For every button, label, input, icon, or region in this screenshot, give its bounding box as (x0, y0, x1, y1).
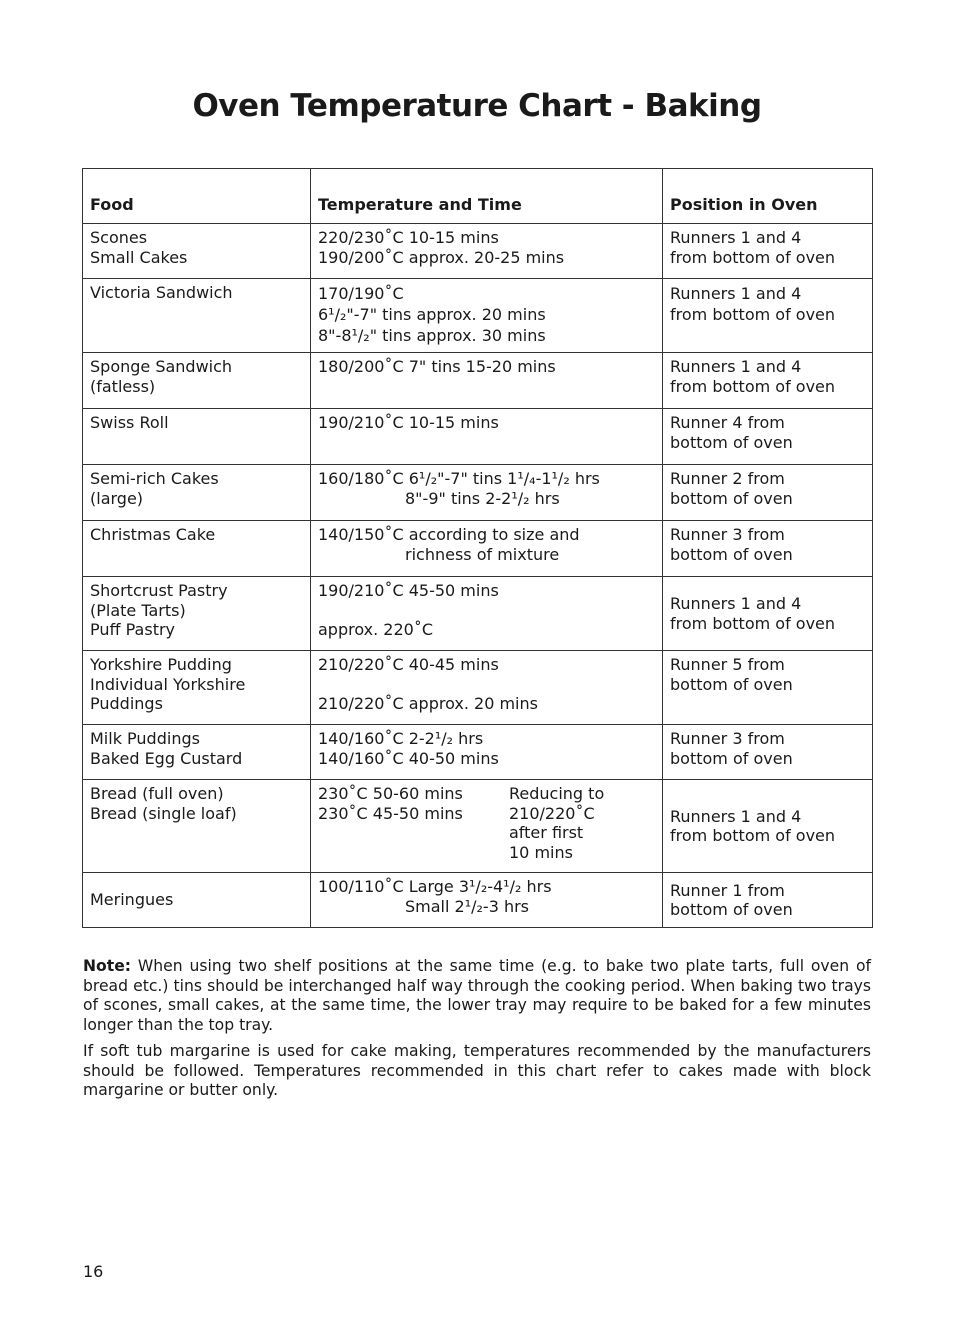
temp-line: 190/210˚C 45-50 mins (318, 581, 499, 600)
table-row (83, 465, 873, 521)
food-line: Yorkshire Pudding (90, 655, 232, 674)
temp-cell (311, 409, 663, 465)
table-row (83, 353, 873, 409)
position-line: from bottom of oven (670, 613, 836, 633)
temp-line: 8"-8¹/₂" tins approx. 30 mins (318, 326, 546, 345)
position-line: Runners 1 and 4 (670, 284, 802, 303)
food-cell (83, 521, 311, 577)
temp-cell (311, 873, 663, 928)
food-line: Meringues (90, 890, 174, 910)
table-row (83, 279, 873, 353)
margarine-paragraph: If soft tub margarine is used for cake making, temperatures recommended by the manufacturers should be followed. Temperatures recommended in this chart refer to cakes made with block margarine or butter only. (83, 1042, 871, 1099)
temp-cell (311, 353, 663, 409)
position-cell (663, 353, 873, 409)
page-number: 16 (83, 1262, 104, 1281)
position-line: from bottom of oven (670, 826, 836, 845)
position-cell (663, 409, 873, 465)
temp-cell (311, 465, 663, 521)
temp-note-line: after first (509, 823, 584, 842)
temp-cell (311, 279, 663, 353)
notes-section (83, 957, 871, 1108)
food-line: (Plate Tarts) (90, 600, 186, 620)
food-cell (83, 465, 311, 521)
temp-cell (311, 725, 663, 780)
food-cell (83, 780, 311, 873)
temp-cell (311, 651, 663, 725)
table-row (83, 577, 873, 651)
page-title: Oven Temperature Chart - Baking (192, 88, 762, 124)
temp-line: richness of mixture (405, 544, 560, 564)
temp-line: 160/180˚C 6¹/₂"-7" tins 1¹/₄-1¹/₂ hrs (318, 469, 600, 488)
position-cell (663, 577, 873, 651)
note-text: When using two shelf positions at the same time (e.g. to bake two plate tarts, full oven of bread etc.) tins should be interchanged half way through the cooking period. When baking two trays of scones, small cakes, at the same time, the lower tray may require to be baked for a few minutes longer than the top tray. (83, 957, 871, 1034)
temp-line: 100/110˚C Large 3¹/₂-4¹/₂ hrs (318, 877, 552, 896)
oven-temperature-table (82, 168, 873, 928)
position-line: bottom of oven (670, 748, 793, 768)
food-line: Milk Puddings (90, 729, 200, 748)
temp-note-line: Reducing to (509, 784, 605, 803)
position-cell (663, 279, 873, 353)
position-line: bottom of oven (670, 432, 793, 452)
temp-line: approx. 220˚C (318, 619, 433, 639)
position-cell (663, 224, 873, 279)
table-header-row (83, 169, 873, 224)
temp-note-line: 10 mins (509, 842, 573, 862)
position-line: from bottom of oven (670, 247, 836, 267)
temp-note-line: 210/220˚C (509, 803, 595, 823)
temp-line: 8"-9" tins 2-2¹/₂ hrs (405, 488, 560, 508)
position-cell (663, 521, 873, 577)
position-cell (663, 725, 873, 780)
temp-line: 220/230˚C 10-15 mins (318, 228, 499, 247)
position-line: Runner 3 from (670, 729, 785, 748)
food-line: Shortcrust Pastry (90, 581, 228, 600)
position-line: Runners 1 and 4 (670, 594, 802, 613)
food-line: Individual Yorkshire (90, 674, 246, 694)
position-line: from bottom of oven (670, 376, 836, 396)
food-line: Puff Pastry (90, 620, 176, 639)
header-food: Food (83, 169, 311, 224)
temp-cell (311, 577, 663, 651)
food-line: Bread (full oven) (90, 784, 224, 803)
food-line: Bread (single loaf) (90, 803, 237, 823)
temp-line: 190/210˚C 10-15 mins (318, 413, 499, 432)
header-temperature-time: Temperature and Time (311, 169, 663, 224)
temp-cell (311, 224, 663, 279)
position-line: bottom of oven (670, 544, 793, 564)
food-cell (83, 577, 311, 651)
table-row (83, 224, 873, 279)
table-row (83, 521, 873, 577)
temp-line: Small 2¹/₂-3 hrs (405, 896, 530, 916)
temp-line: 210/220˚C 40-45 mins (318, 655, 499, 674)
food-line: Semi-rich Cakes (90, 469, 219, 488)
temp-line: 180/200˚C 7" tins 15-20 mins (318, 357, 556, 376)
temp-line: 140/160˚C 2-2¹/₂ hrs (318, 729, 484, 748)
food-cell (83, 353, 311, 409)
position-cell (663, 873, 873, 928)
position-line: bottom of oven (670, 488, 793, 508)
food-cell (83, 279, 311, 353)
food-cell (83, 873, 311, 928)
position-line: Runner 3 from (670, 525, 785, 544)
bread-temp-grid (318, 784, 655, 862)
table-row (83, 725, 873, 780)
table-row (83, 651, 873, 725)
food-line: Sponge Sandwich (90, 357, 233, 376)
position-cell (663, 780, 873, 873)
position-line: Runners 1 and 4 (670, 806, 802, 826)
food-line: Scones (90, 228, 148, 247)
temp-cell (311, 780, 663, 873)
position-cell (663, 651, 873, 725)
food-line: (large) (90, 488, 144, 508)
position-line: bottom of oven (670, 674, 793, 694)
position-line: Runners 1 and 4 (670, 357, 802, 376)
position-line: Runners 1 and 4 (670, 228, 802, 247)
food-line: (fatless) (90, 376, 156, 396)
food-line: Victoria Sandwich (90, 283, 233, 302)
temp-line: 190/200˚C approx. 20-25 mins (318, 247, 565, 267)
bread-temp-times (318, 784, 509, 862)
note-label: Note: (83, 957, 132, 975)
position-line: bottom of oven (670, 900, 793, 919)
position-line: Runner 1 from (670, 880, 785, 900)
temp-line: 230˚C 50-60 mins (318, 784, 463, 803)
temp-line: 170/190˚C (318, 284, 404, 303)
table-row (83, 409, 873, 465)
food-line: Swiss Roll (90, 413, 169, 432)
table-row (83, 873, 873, 928)
temp-line: 140/160˚C 40-50 mins (318, 748, 499, 768)
food-line: Puddings (90, 694, 163, 713)
temp-line: 210/220˚C approx. 20 mins (318, 693, 538, 713)
food-line: Baked Egg Custard (90, 748, 243, 768)
position-cell (663, 465, 873, 521)
temp-cell (311, 521, 663, 577)
temp-line: 6¹/₂"-7" tins approx. 20 mins (318, 305, 546, 324)
food-cell (83, 224, 311, 279)
table-row (83, 780, 873, 873)
temp-line: 140/150˚C according to size and (318, 525, 580, 544)
position-line: Runner 2 from (670, 469, 785, 488)
food-cell (83, 409, 311, 465)
bread-temp-note (509, 784, 604, 862)
position-line: from bottom of oven (670, 305, 836, 324)
position-line: Runner 4 from (670, 413, 785, 432)
header-position: Position in Oven (663, 169, 873, 224)
food-cell (83, 651, 311, 725)
note-paragraph (83, 957, 871, 1035)
food-line: Christmas Cake (90, 525, 216, 544)
position-line: Runner 5 from (670, 655, 785, 674)
food-cell (83, 725, 311, 780)
food-line: Small Cakes (90, 247, 188, 267)
temp-line: 230˚C 45-50 mins (318, 803, 463, 823)
